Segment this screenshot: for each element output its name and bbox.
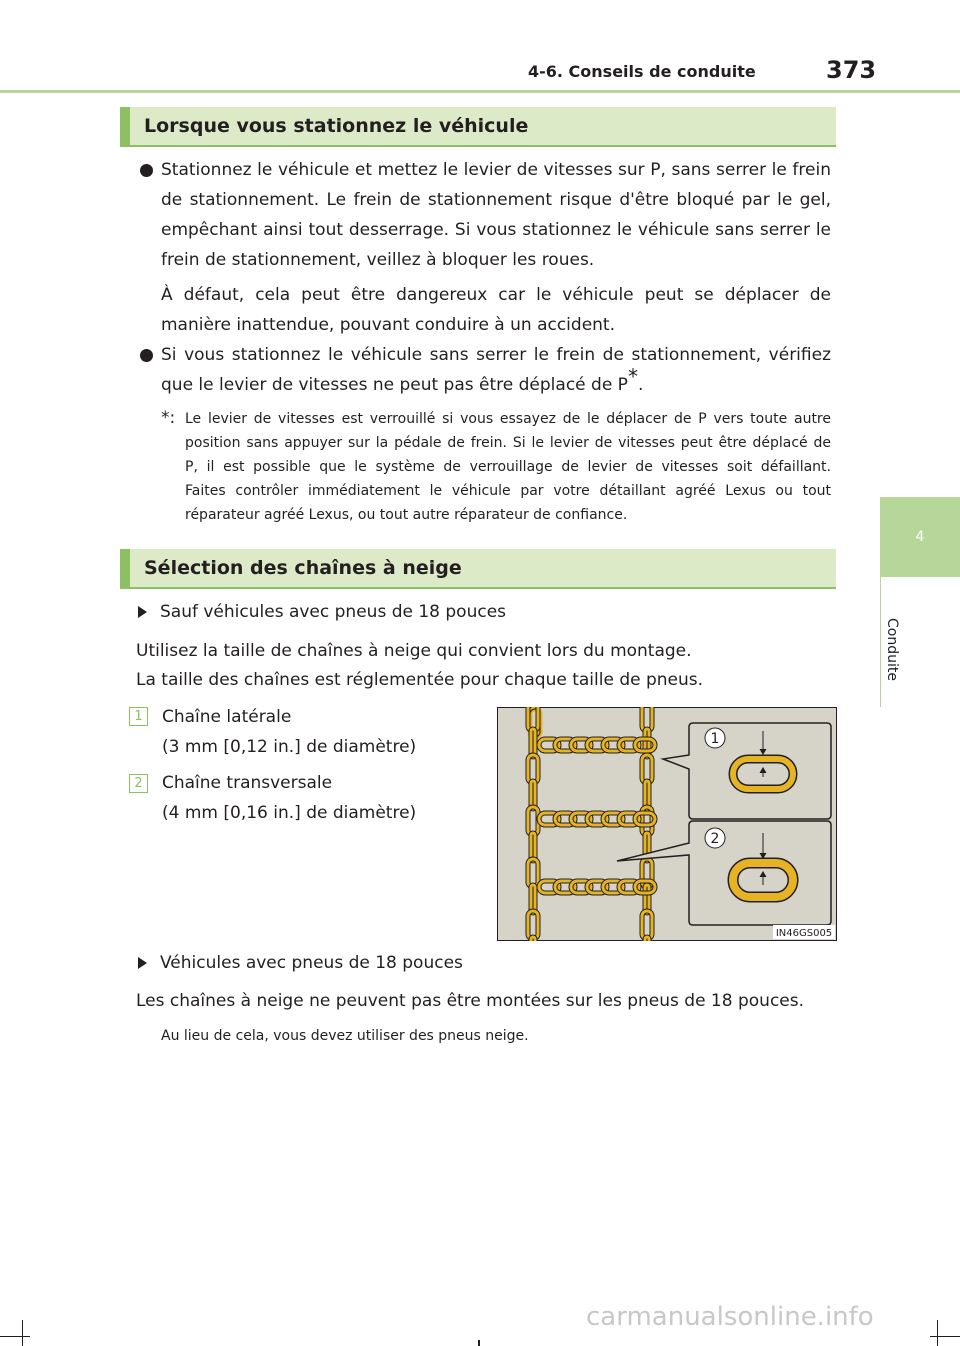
footnote-mark: *: (161, 408, 176, 428)
footnote (185, 407, 831, 527)
triangle-bullet-icon (138, 957, 147, 969)
figure-code: IN46GS005 (775, 928, 833, 939)
asterisk-mark: * (627, 364, 638, 389)
text-line: (4 mm [0,16 in.] de diamètre) (162, 803, 417, 823)
text-line: Chaîne transversale (162, 773, 333, 793)
crop-mark (22, 1320, 23, 1346)
text-line: réparateur agréé Lexus, ou tout autre réparateur de confiance. (185, 507, 628, 523)
text-line: position sans appuyer sur la pédale de frein. Si le levier de vitesses peut être déplacé de (185, 435, 831, 451)
callout-number-2: 2 (710, 831, 720, 847)
text-line: P, il est possible que le système de verrouillage de levier de vitesses soit défaillant. (185, 459, 831, 475)
item-number-badge: 2 (129, 774, 148, 793)
text-line: À défaut, cela peut être dangereux car le véhicule peut se déplacer de (161, 285, 831, 305)
section-heading-underline (120, 587, 836, 589)
text-fragment: . (637, 375, 644, 395)
chapter-tab-line (880, 577, 881, 707)
text-line (161, 364, 831, 400)
page-number: 373 (826, 56, 877, 84)
subheading: Véhicules avec pneus de 18 pouces (160, 953, 463, 973)
text-line: manière inattendue, pouvant conduire à un accident. (161, 315, 616, 335)
crop-mark (937, 1320, 938, 1346)
crop-mark (0, 1336, 30, 1337)
section-heading-text: Lorsque vous stationnez le véhicule (144, 115, 529, 137)
watermark: carmanualsonline.info (586, 1302, 874, 1332)
text-line: Faites contrôler immédiatement le véhicule par votre détaillant agréé Lexus ou tout (185, 483, 831, 499)
item-text (162, 768, 416, 828)
text-line: Le levier de vitesses est verrouillé si vous essayez de le déplacer de P vers toute autre (185, 411, 831, 427)
chapter-number: 4 (915, 529, 925, 545)
item-text (162, 702, 416, 762)
bullet-paragraph (161, 155, 831, 275)
snow-chain-illustration (497, 707, 837, 941)
chapter-label: Conduite (884, 618, 900, 681)
text-line: (3 mm [0,12 in.] de diamètre) (162, 737, 417, 757)
text-line: Chaîne latérale (162, 707, 292, 727)
note-text: Au lieu de cela, vous devez utiliser des pneus neige. (161, 1028, 529, 1044)
section-heading-text: Sélection des chaînes à neige (144, 557, 462, 579)
crop-mark (930, 1336, 960, 1337)
text-line: Si vous stationnez le véhicule sans serrer le frein de stationnement, vérifiez (161, 345, 831, 365)
bullet-paragraph (161, 340, 831, 400)
chapter-tab (880, 497, 960, 577)
text-line: Les chaînes à neige ne peuvent pas être montées sur les pneus de 18 pouces. (136, 991, 805, 1011)
text-line: La taille des chaînes est réglementée pour chaque taille de pneus. (136, 670, 704, 690)
text-line: Utilisez la taille de chaînes à neige qui convient lors du montage. (136, 641, 692, 661)
snow-chain-svg (497, 707, 837, 941)
bullet-dot (140, 349, 153, 362)
callout-number-1: 1 (710, 731, 720, 747)
item-number-badge: 1 (129, 707, 148, 726)
section-heading-snow-chains (120, 549, 836, 587)
text-line: empêchant ainsi tout desserrage. Si vous stationnez le véhicule sans serrer le (161, 220, 831, 240)
triangle-bullet-icon (138, 606, 147, 618)
section-heading-parking (120, 107, 836, 145)
running-header-section: 4-6. Conseils de conduite (528, 62, 756, 81)
crop-mark (478, 1340, 480, 1346)
bullet-dot (140, 164, 153, 177)
subheading: Sauf véhicules avec pneus de 18 pouces (160, 602, 507, 622)
header-rule (0, 90, 960, 93)
text-line: frein de stationnement, veillez à bloquer les roues. (161, 250, 595, 270)
section-heading-underline (120, 145, 836, 147)
text-line: de stationnement. Le frein de stationnement risque d'être bloqué par le gel, (161, 190, 831, 210)
sub-paragraph (161, 280, 831, 340)
text-line: Stationnez le véhicule et mettez le levier de vitesses sur P, sans serrer le frein (161, 160, 831, 180)
text-fragment: que le levier de vitesses ne peut pas être déplacé de P (161, 375, 628, 395)
